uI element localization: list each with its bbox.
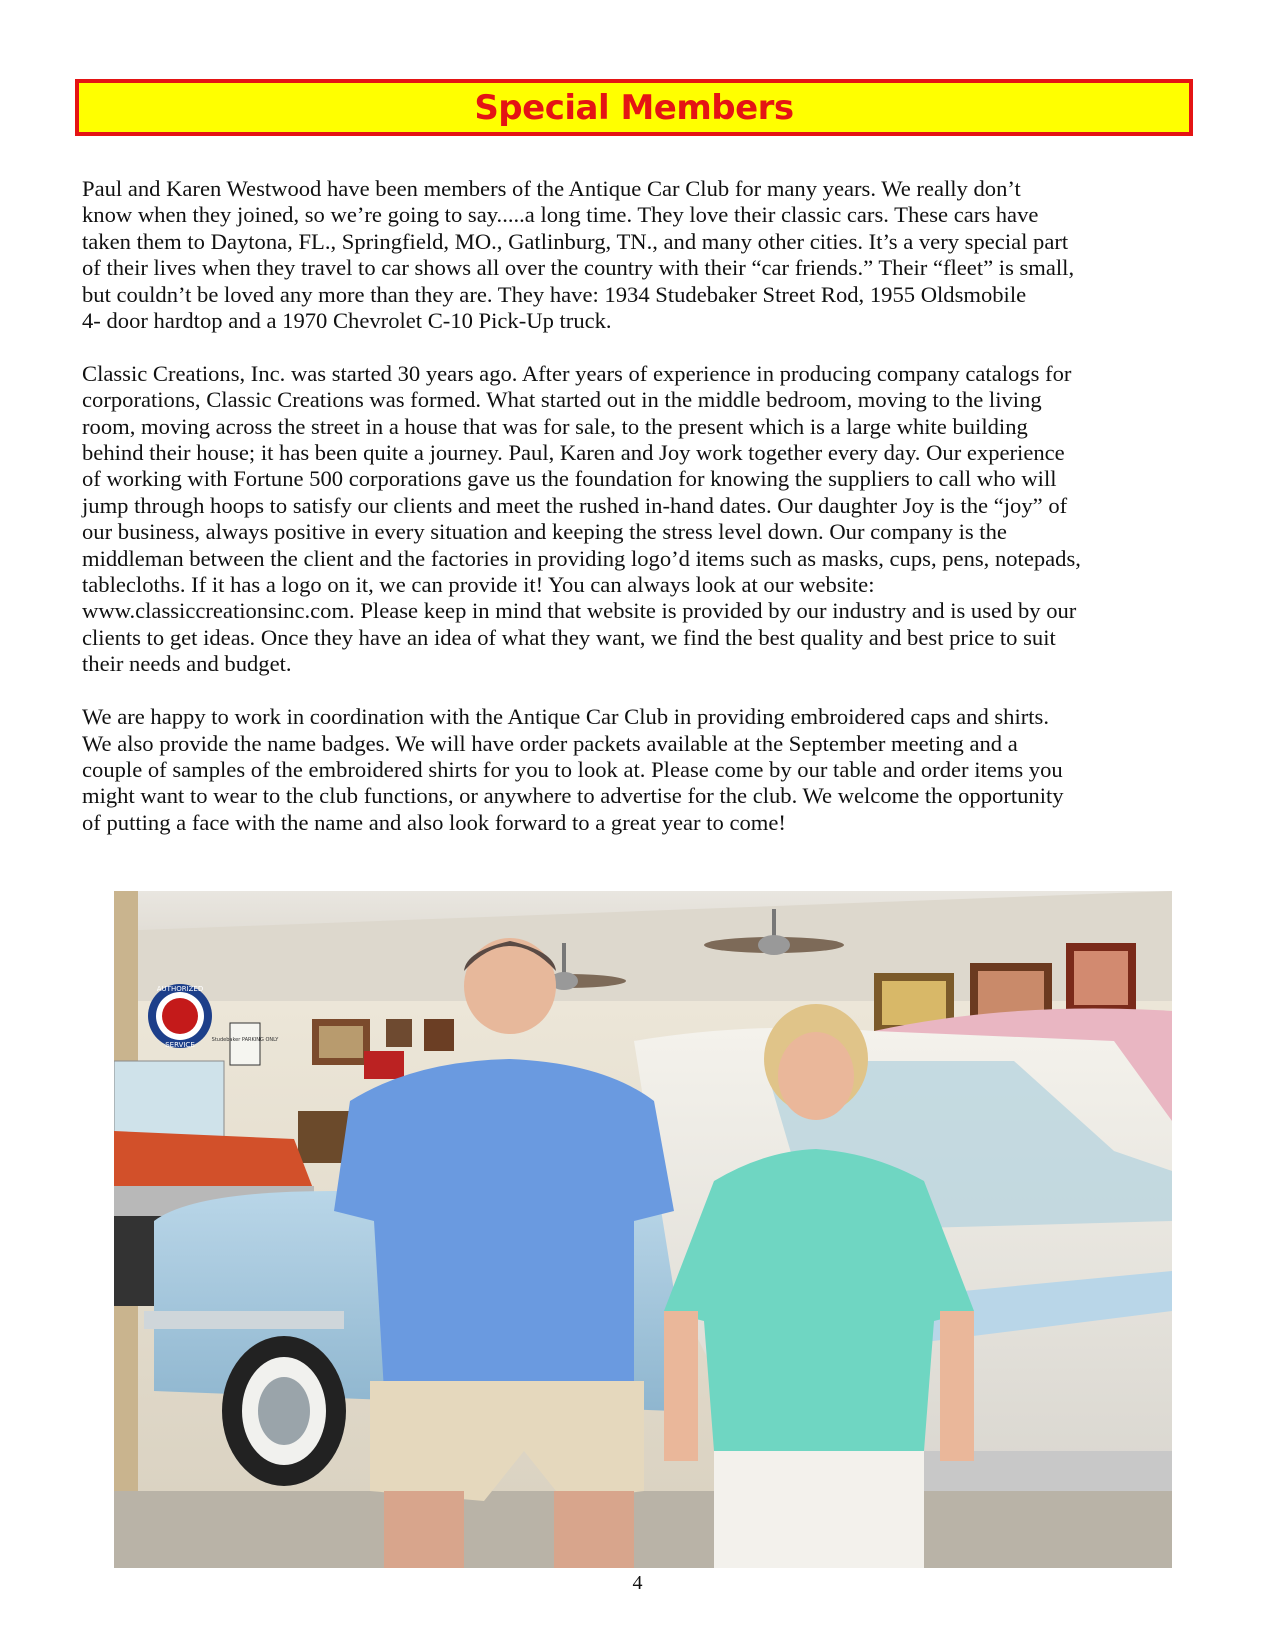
- svg-text:AUTHORIZED: AUTHORIZED: [156, 985, 204, 993]
- text-line: couple of samples of the embroidered shirts for you to look at. Please come by our table and order items you: [82, 756, 1063, 782]
- text-line: might want to wear to the club functions, or anywhere to advertise for the club. We welcome the opportunity: [82, 783, 1064, 809]
- text-line: their needs and budget.: [82, 651, 292, 677]
- text-line: of their lives when they travel to car shows all over the country with their “car friends.” Their “fleet” is small,: [82, 255, 1075, 281]
- text-line: 4- door hardtop and a 1970 Chevrolet C-10 Pick-Up truck.: [82, 308, 612, 334]
- garage-photo: [114, 891, 1172, 1568]
- paragraph-classic-creations: [82, 361, 1200, 678]
- text-line: middleman between the client and the factories in providing logo’d items such as masks, cups, pens, notepads,: [82, 545, 1081, 571]
- text-line: our business, always positive in every situation and keeping the stress level down. Our company is the: [82, 519, 1007, 545]
- text-line: jump through hoops to satisfy our clients and meet the rushed in-hand dates. Our daughter Joy is the “joy” of: [82, 492, 1068, 518]
- text-line: taken them to Daytona, FL., Springfield, MO., Gatlinburg, TN., and many other cities. It’s a very special part: [82, 228, 1069, 254]
- svg-text:Studebaker PARKING ONLY: Studebaker PARKING ONLY: [211, 1037, 279, 1043]
- text-line: corporations, Classic Creations was formed. What started out in the middle bedroom, moving to the living: [82, 387, 1042, 413]
- text-line: tablecloths. If it has a logo on it, we can provide it! You can always look at our website:: [82, 572, 875, 598]
- text-line: behind their house; it has been quite a journey. Paul, Karen and Joy work together every day. Our experience: [82, 440, 1065, 466]
- page-number: 4: [632, 1572, 643, 1594]
- text-line: of working with Fortune 500 corporations gave us the foundation for knowing the suppliers to call who will: [82, 466, 1057, 492]
- page-title: Special Members: [474, 87, 794, 128]
- text-line: Paul and Karen Westwood have been members of the Antique Car Club for many years. We really don’t: [82, 176, 1021, 201]
- article-body: [82, 176, 1200, 863]
- text-line: We are happy to work in coordination with the Antique Car Club in providing embroidered caps and shirts.: [82, 704, 1049, 730]
- text-line: www.classiccreationsinc.com. Please keep in mind that website is provided by our industry and is used by our: [82, 598, 1077, 624]
- text-line: We also provide the name badges. We will have order packets available at the September meeting and a: [82, 730, 1018, 756]
- text-line: room, moving across the street in a house that was for sale, to the present which is a large white building: [82, 413, 1028, 439]
- text-line: know when they joined, so we’re going to say.....a long time. They love their classic cars. These cars have: [82, 202, 1039, 228]
- paragraph-caps-and-shirts: [82, 704, 1200, 836]
- svg-text:SERVICE: SERVICE: [165, 1041, 195, 1049]
- text-line: of putting a face with the name and also look forward to a great year to come!: [82, 809, 786, 835]
- paragraph-westwoods: [82, 176, 1200, 334]
- photo-illustration: [114, 891, 1172, 1568]
- text-line: but couldn’t be loved any more than they are. They have: 1934 Studebaker Street Rod, 1955 Oldsmobile: [82, 281, 1027, 307]
- title-banner: [75, 79, 1193, 136]
- text-line: clients to get ideas. Once they have an idea of what they want, we find the best quality and best price to suit: [82, 624, 1056, 650]
- text-line: Classic Creations, Inc. was started 30 years ago. After years of experience in producing company catalogs for: [82, 360, 1072, 386]
